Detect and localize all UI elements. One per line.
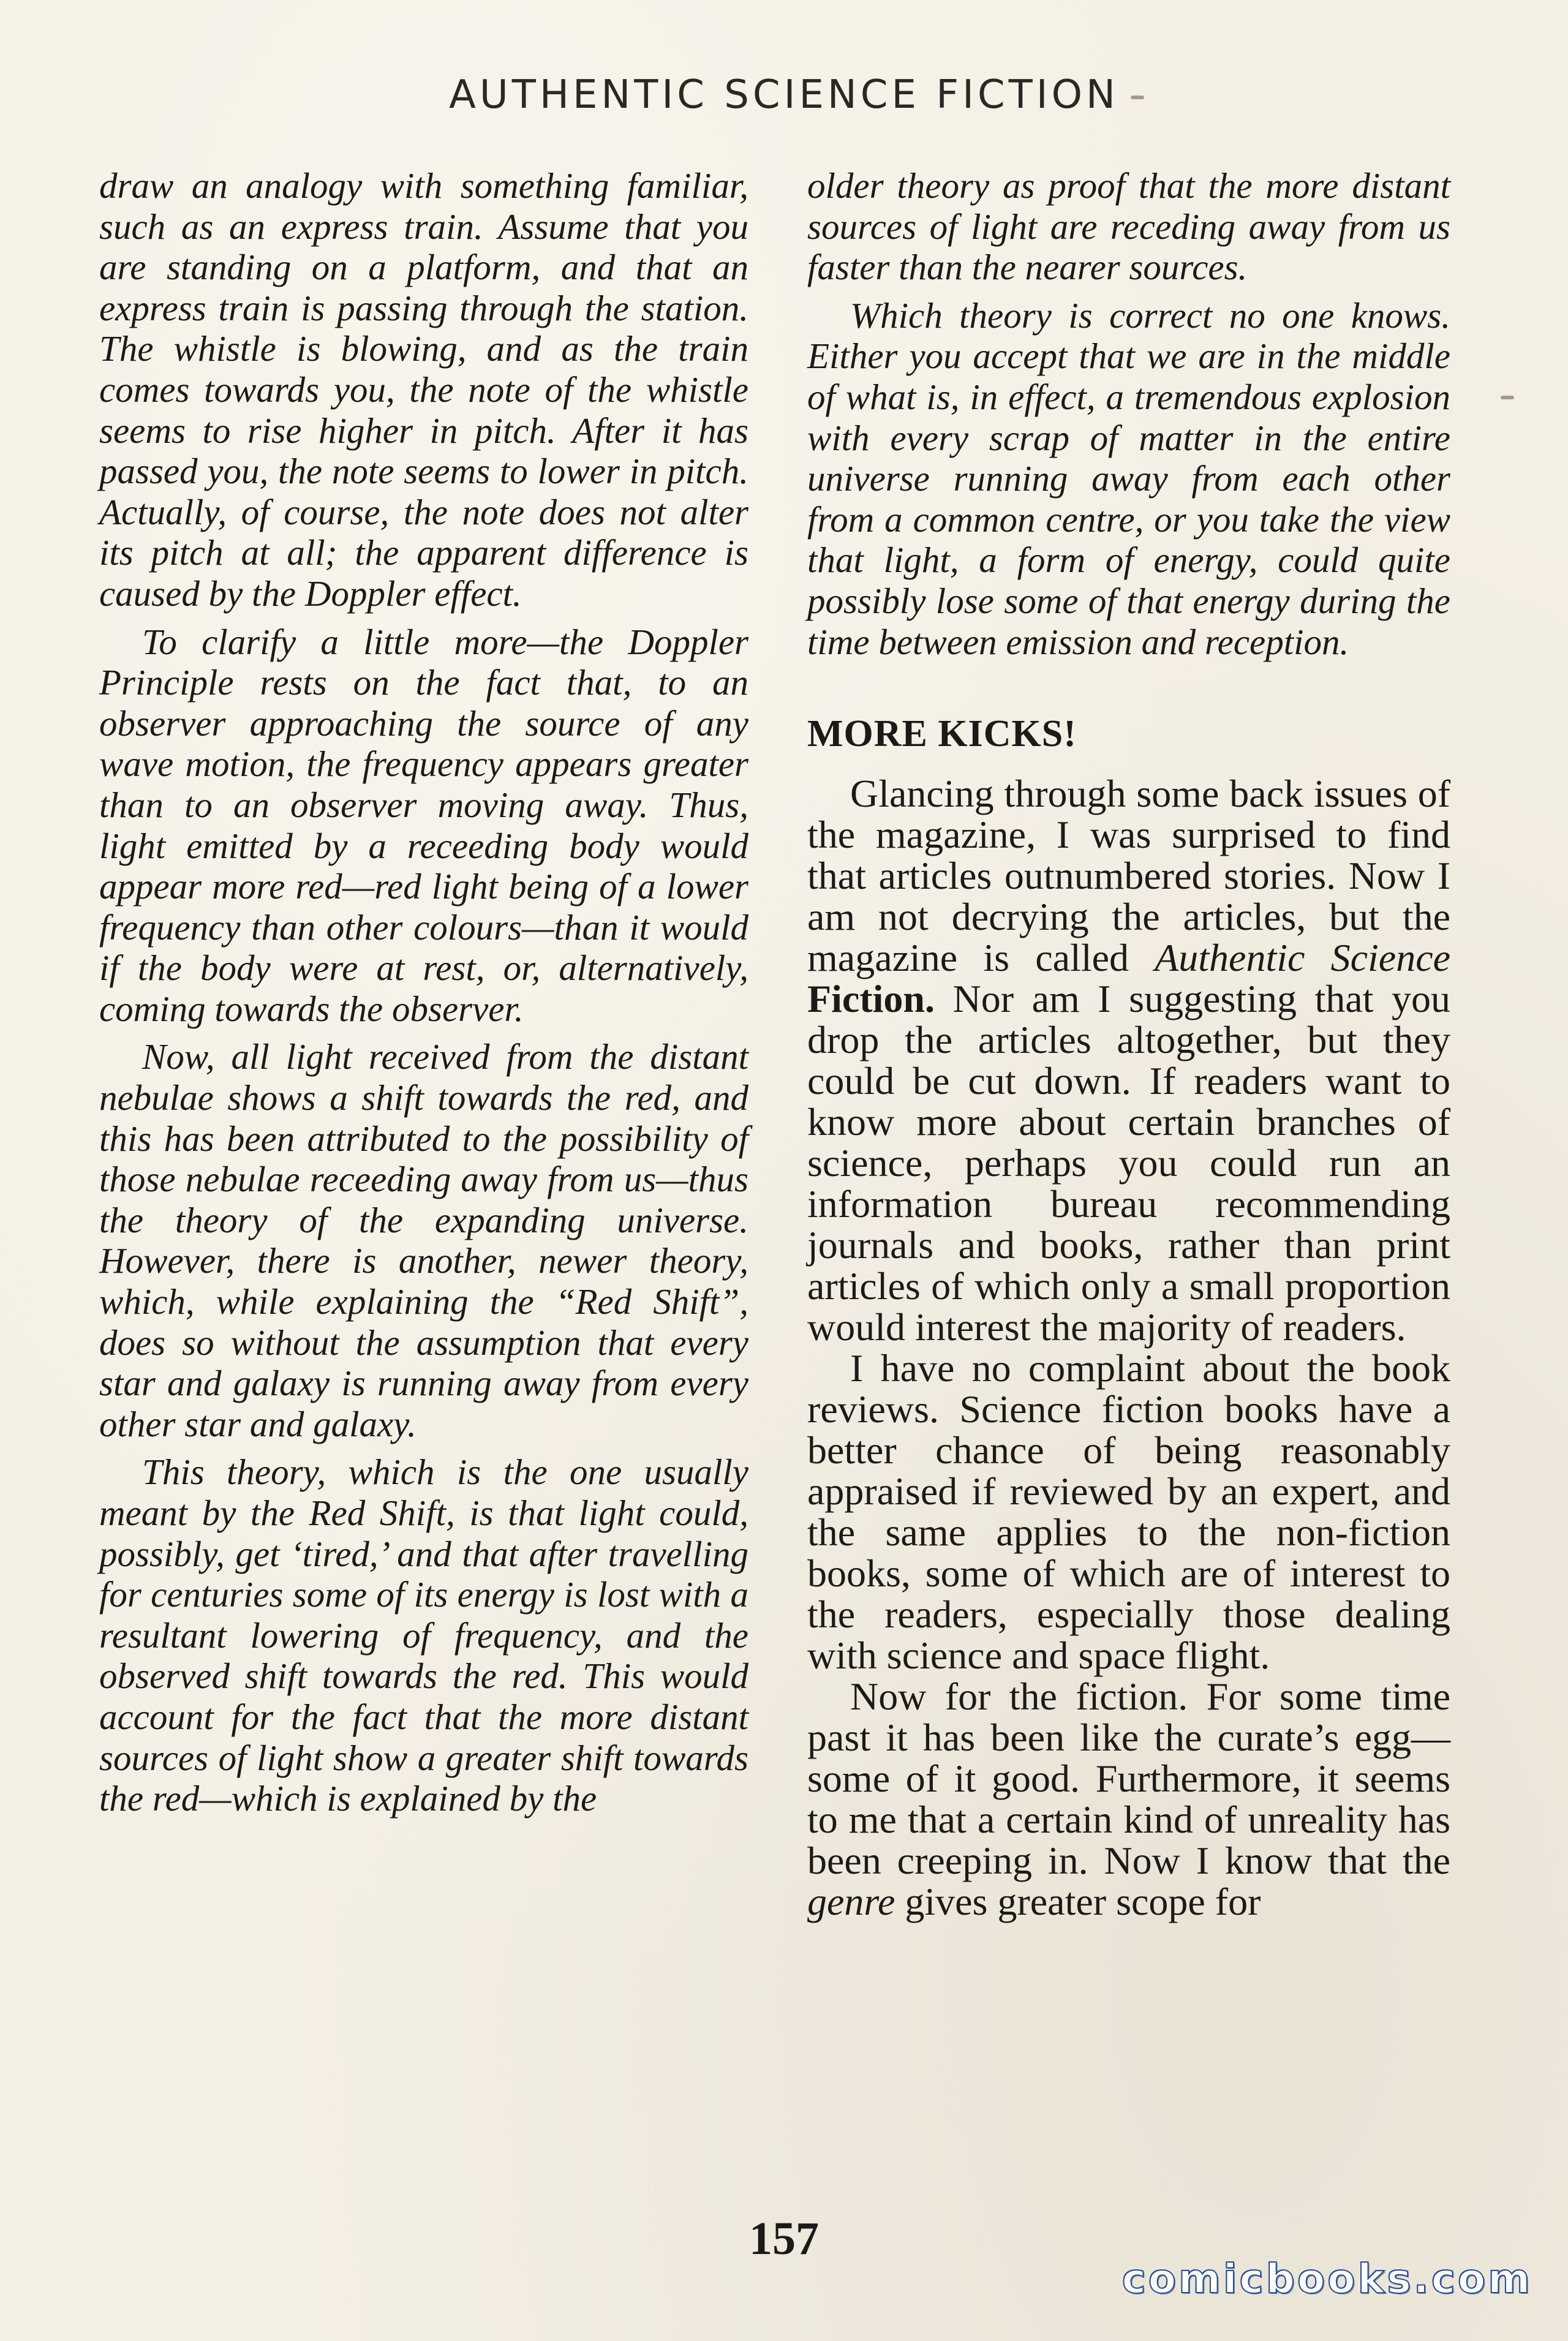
right-paragraph-1: older theory as proof that the more distant sources of light are receding away from us faster than the nearer sources. bbox=[807, 165, 1450, 288]
page-number: 157 bbox=[749, 2213, 819, 2264]
watermark-logo: comicbooks.com bbox=[1121, 2255, 1532, 2302]
right-paragraph-4: I have no complaint about the book reviews. Science fiction books have a better chance of being reasonably appraised if reviewed by an expert, and the same applies to the non-fiction books, some of which are of interest to the readers, especially those dealing with science and space flight. bbox=[807, 1346, 1450, 1677]
right-paragraph-2: Which theory is correct no one knows. Either you accept that we are in the middle of what is, in effect, a tremendous explosion with every scrap of matter in the entire universe running away from each other from a common centre, or you take the view that light, a form of energy, could quite possibly lose some of that energy during the time between emission and reception. bbox=[807, 295, 1450, 662]
p3-text-a: Now for the fiction. For some time past it has been like the curate’s egg—some of it good. Furthermore, it seems to me that a certain kind of unreality has been creeping in. Now I know that the bbox=[807, 1674, 1450, 1882]
right-paragraph-5 bbox=[807, 1676, 1450, 1922]
left-paragraph-2: To clarify a little more—the Doppler Principle rests on the fact that, to an observer approaching the source of any wave motion, the frequency appears greater than to an observer moving away. Thus, light emitted by a receeding body would appear more red—red light being of a lower frequency than other colours—than it would if the body were at rest, or, alternatively, coming towards the observer. bbox=[99, 621, 748, 1029]
p1-text-a: Glancing through some back issues of the magazine, I was surprised to find that articles outnumbered stories. Now I am not decrying the articles, but the magazine is called bbox=[807, 771, 1450, 979]
print-speck bbox=[1501, 396, 1514, 399]
right-paragraph-3 bbox=[807, 773, 1450, 1348]
section-heading: MORE KICKS! bbox=[807, 713, 1077, 755]
right-column bbox=[807, 165, 1450, 1922]
right-upright-block bbox=[807, 773, 1450, 1922]
p1-text-d: Nor am I suggesting that you drop the articles altogether, but they could be cut down. If readers want to know more about certain branches of science, perhaps you could run an information bureau recommending journals and books, rather than print articles of which only a small proportion would interest the majority of readers. bbox=[807, 976, 1450, 1349]
left-paragraph-1: draw an analogy with something familiar, such as an express train. Assume that you are standing on a platform, and that an express train is passing through the station. The whistle is blowing, and as the train comes towards you, the note of the whistle seems to rise higher in pitch. After it has passed you, the note seems to lower in pitch. Actually, of course, the note does not alter its pitch at all; the apparent difference is caused by the Doppler effect. bbox=[99, 165, 748, 614]
p1-magazine-title: Authentic Science bbox=[1155, 935, 1450, 979]
left-paragraph-3: Now, all light received from the distant nebulae shows a shift towards the red, and this has been attributed to the possibility of those nebulae receeding away from us—thus the theory of the expanding universe. However, there is another, newer theory, which, while explaining the “Red Shift”, does so without the assumption that every star and galaxy is running away from every other star and galaxy. bbox=[99, 1036, 748, 1444]
p3-text-c: gives greater scope for bbox=[895, 1879, 1261, 1923]
left-paragraph-4: This theory, which is the one usually meant by the Red Shift, is that light could, possibly, get ‘tired,’ and that after travelling for centuries some of its energy is lost with a resultant lowering of frequency, and the observed shift towards the red. This would account for the fact that the more distant sources of light show a greater shift towards the red—which is explained by the bbox=[99, 1452, 748, 1819]
running-head: AUTHENTIC SCIENCE FICTION bbox=[449, 72, 1119, 118]
print-speck bbox=[1131, 96, 1144, 99]
p1-fiction-bold: Fiction. bbox=[807, 976, 935, 1020]
p3-genre: genre bbox=[807, 1879, 895, 1923]
left-column bbox=[99, 165, 748, 1826]
right-italic-block bbox=[807, 165, 1450, 662]
